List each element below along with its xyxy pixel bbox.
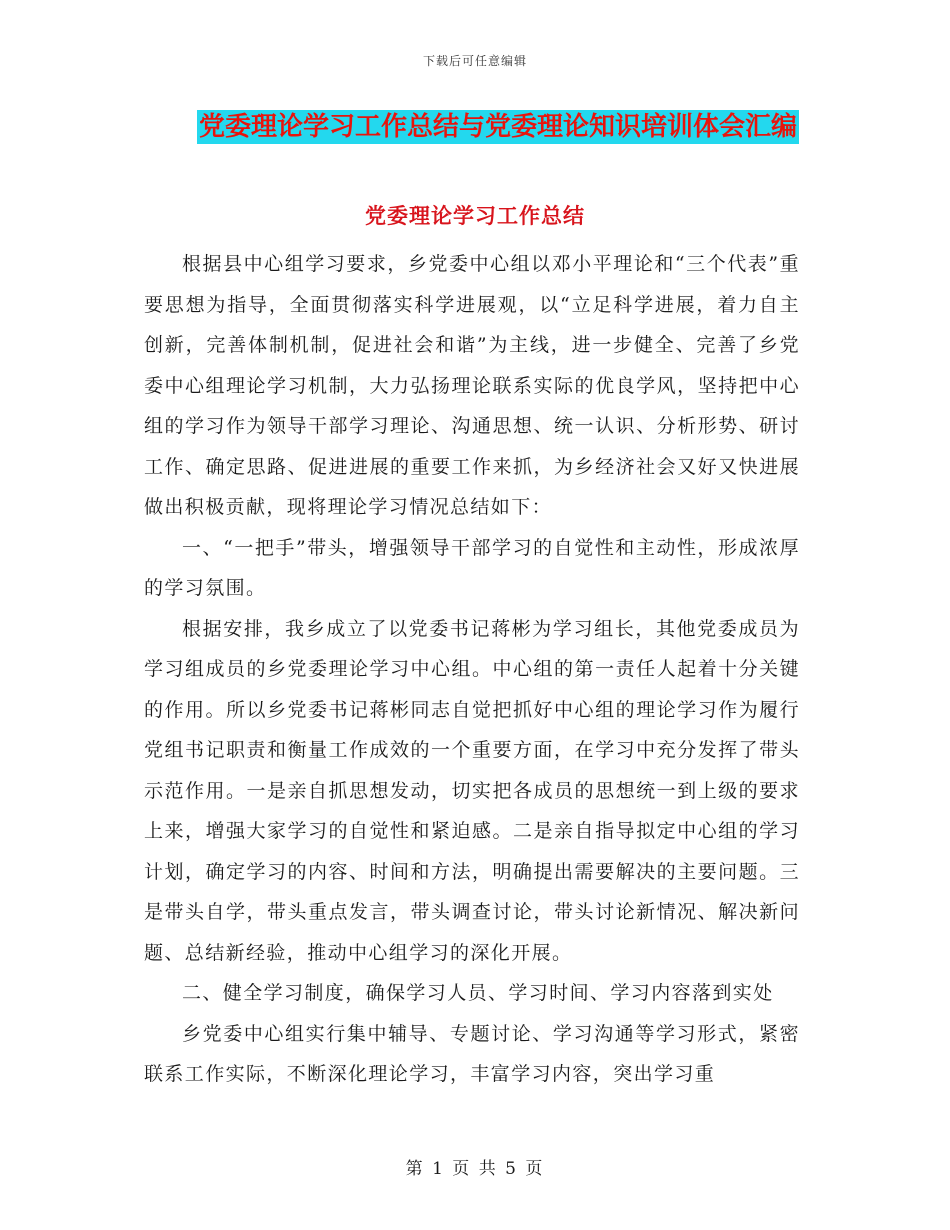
main-title-wrap bbox=[0, 110, 950, 144]
page-footer: 第 1 页 共 5 页 bbox=[405, 1159, 545, 1179]
header-note: 下载后可任意编辑 bbox=[422, 54, 527, 68]
paragraph-body-2: 乡党委中心组实行集中辅导、专题讨论、学习沟通等学习形式，紧密联系工作实际，不断深化理论学习，丰富学习内容，突出学习重 bbox=[144, 1022, 800, 1085]
paragraph-body-1: 根据安排，我乡成立了以党委书记蒋彬为学习组长，其他党委成员为学习组成员的乡党委理论学习中心组。中心组的第一责任人起着十分关键的作用。所以乡党委书记蒋彬同志自觉把抓好中心组的理论学习作为履行党组书记职责和衡量工作成效的一个重要方面，在学习中充分发挥了带头示范作用。一是亲自抓思想发动，切实把各成员的思想统一到上级的要求上来，增强大家学习的自觉性和紧迫感。二是亲自指导拟定中心组的学习计划，确定学习的内容、时间和方法，明确提出需要解决的主要问题。三是带头自学，带头重点发言，带头调查讨论，带头讨论新情况、解决新问题、总结新经验，推动中心组学习的深化开展。 bbox=[144, 617, 800, 964]
paragraph-heading-1: 一、“一把手”带头，增强领导干部学习的自觉性和主动性，形成浓厚的学习氛围。 bbox=[144, 536, 800, 599]
paragraph-intro: 根据县中心组学习要求，乡党委中心组以邓小平理论和“三个代表”重要思想为指导，全面贯彻落实科学进展观，以“立足科学进展，着力自主创新，完善体制机制，促进社会和谐”为主线，进一步健全、完善了乡党委中心组理论学习机制，大力弘扬理论联系实际的优良学风，坚持把中心组的学习作为领导干部学习理论、沟通思想、统一认识、分析形势、研讨工作、确定思路、促进进展的重要工作来抓，为乡经济社会又好又快进展做出积极贡献，现将理论学习情况总结如下： bbox=[144, 253, 800, 518]
document-body bbox=[144, 244, 800, 1095]
document-title: 党委理论学习工作总结与党委理论知识培训体会汇编 bbox=[198, 112, 797, 142]
paragraph-heading-2: 二、健全学习制度，确保学习人员、学习时间、学习内容落到实处 bbox=[182, 982, 774, 1004]
section-title: 党委理论学习工作总结 bbox=[365, 204, 585, 228]
